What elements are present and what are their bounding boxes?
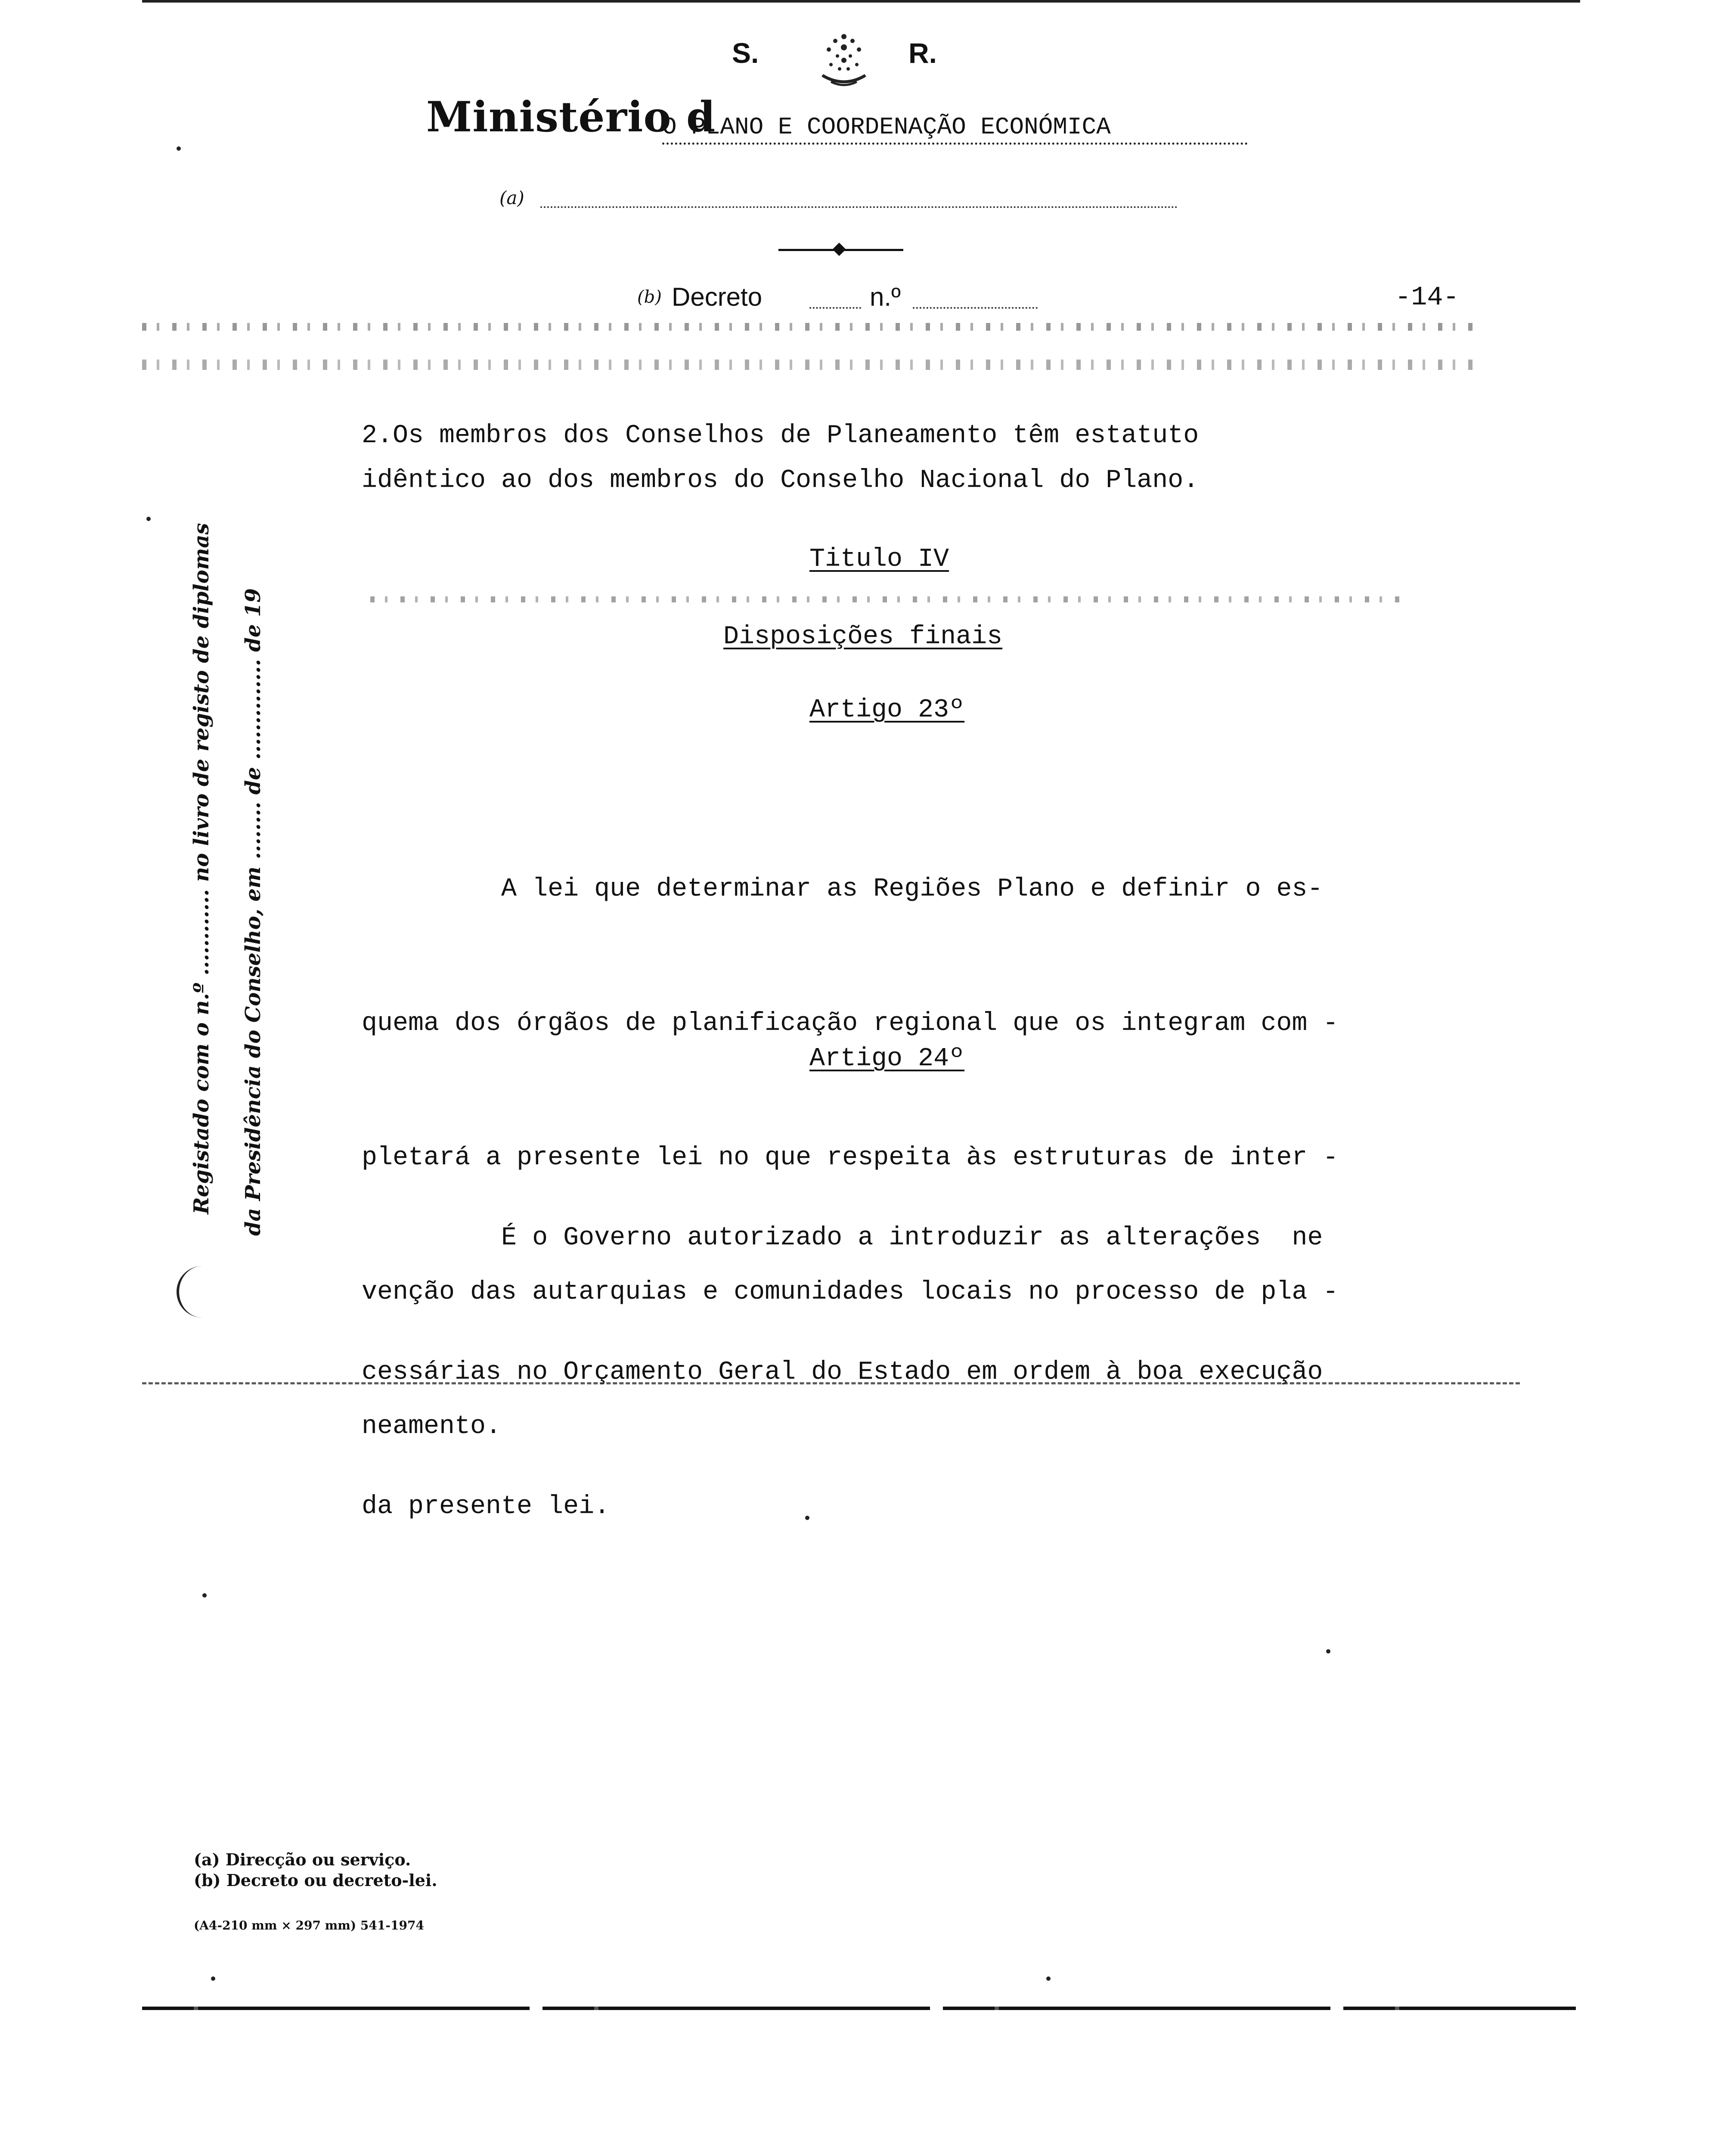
coat-of-arms-icon [797,24,891,93]
bracket-mark [177,1266,214,1318]
header-left-letter: S. [732,37,759,69]
margin-line-1: Registado com o n.º ............ no livro de registo de diplomas [189,523,214,1214]
title-heading: Titulo IV [809,545,949,574]
speck [202,1593,207,1598]
number-label: n.º [870,282,901,311]
text-line: pletará a presente lei no que respeita às estruturas de inter - [362,1143,1339,1173]
article-23-heading: Artigo 23º [809,695,965,725]
page-number: -14- [1395,282,1459,313]
field-b-label: (b) [637,287,662,307]
text-line: cessárias no Orçamento Geral do Estado em ordem à boa execução [362,1358,1323,1387]
bleed-through-noise [142,360,1477,370]
text-line: 2.Os membros dos Conselhos de Planeamento têm estatuto [362,421,1199,450]
field-a-label: (a) [499,187,524,208]
diamond-icon [832,242,846,256]
ministry-prefix: Ministério d [426,93,716,141]
text-line: da presente lei. [362,1492,610,1521]
text-line: quema dos órgãos de planificação regional que os integram com - [362,1009,1339,1038]
direction-field [499,187,1180,217]
text-line: A lei que determinar as Regiões Plano e definir o es- [362,875,1323,904]
bottom-border-rule [142,2007,1576,2010]
text-line: É o Governo autorizado a introduzir as alterações ne [362,1223,1323,1253]
state-header [732,24,973,93]
paper-format-note: (A4-210 mm × 297 mm) 541-1974 [194,1918,424,1933]
dotted-fill-line [913,307,1038,309]
top-border-rule [142,0,1580,3]
article-24-text [362,1126,1323,1574]
footnote-a: (a) Direcção ou serviço. [194,1850,411,1869]
ministry-title [426,93,1257,149]
ministry-department-field: O PLANO E COORDENAÇÃO ECONÓMICA [662,113,1248,145]
footnotes [194,1849,437,1891]
ornament-divider [778,246,903,253]
dotted-fill-line [540,206,1178,208]
speck [146,517,151,521]
header-right-letter: R. [908,37,937,69]
bleed-through-noise [142,323,1477,331]
paragraph-conselhos [362,413,1199,503]
bleed-through-noise [370,596,1404,602]
registration-margin-note [164,465,293,1318]
text-line: idêntico ao dos membros do Conselho Nacional do Plano. [362,466,1199,495]
speck [805,1516,809,1520]
speck [1326,1649,1330,1654]
decreto-field [637,282,1042,316]
speck [1046,1976,1051,1981]
speck [177,146,181,151]
text-line: neamento. [362,1412,502,1441]
margin-line-2: da Presidência do Conselho, em ........ de .............. de 19 [241,588,265,1236]
article-24-heading: Artigo 24º [809,1044,965,1073]
decreto-label: Decreto [672,282,763,311]
speck [211,1976,215,1981]
dashed-divider [142,1382,1520,1384]
dotted-fill-line [809,307,861,309]
section-heading: Disposições finais [723,622,1003,651]
text-line: venção das autarquias e comunidades locais no processo de pla - [362,1278,1339,1307]
footnote-b: (b) Decreto ou decreto-lei. [194,1871,437,1890]
